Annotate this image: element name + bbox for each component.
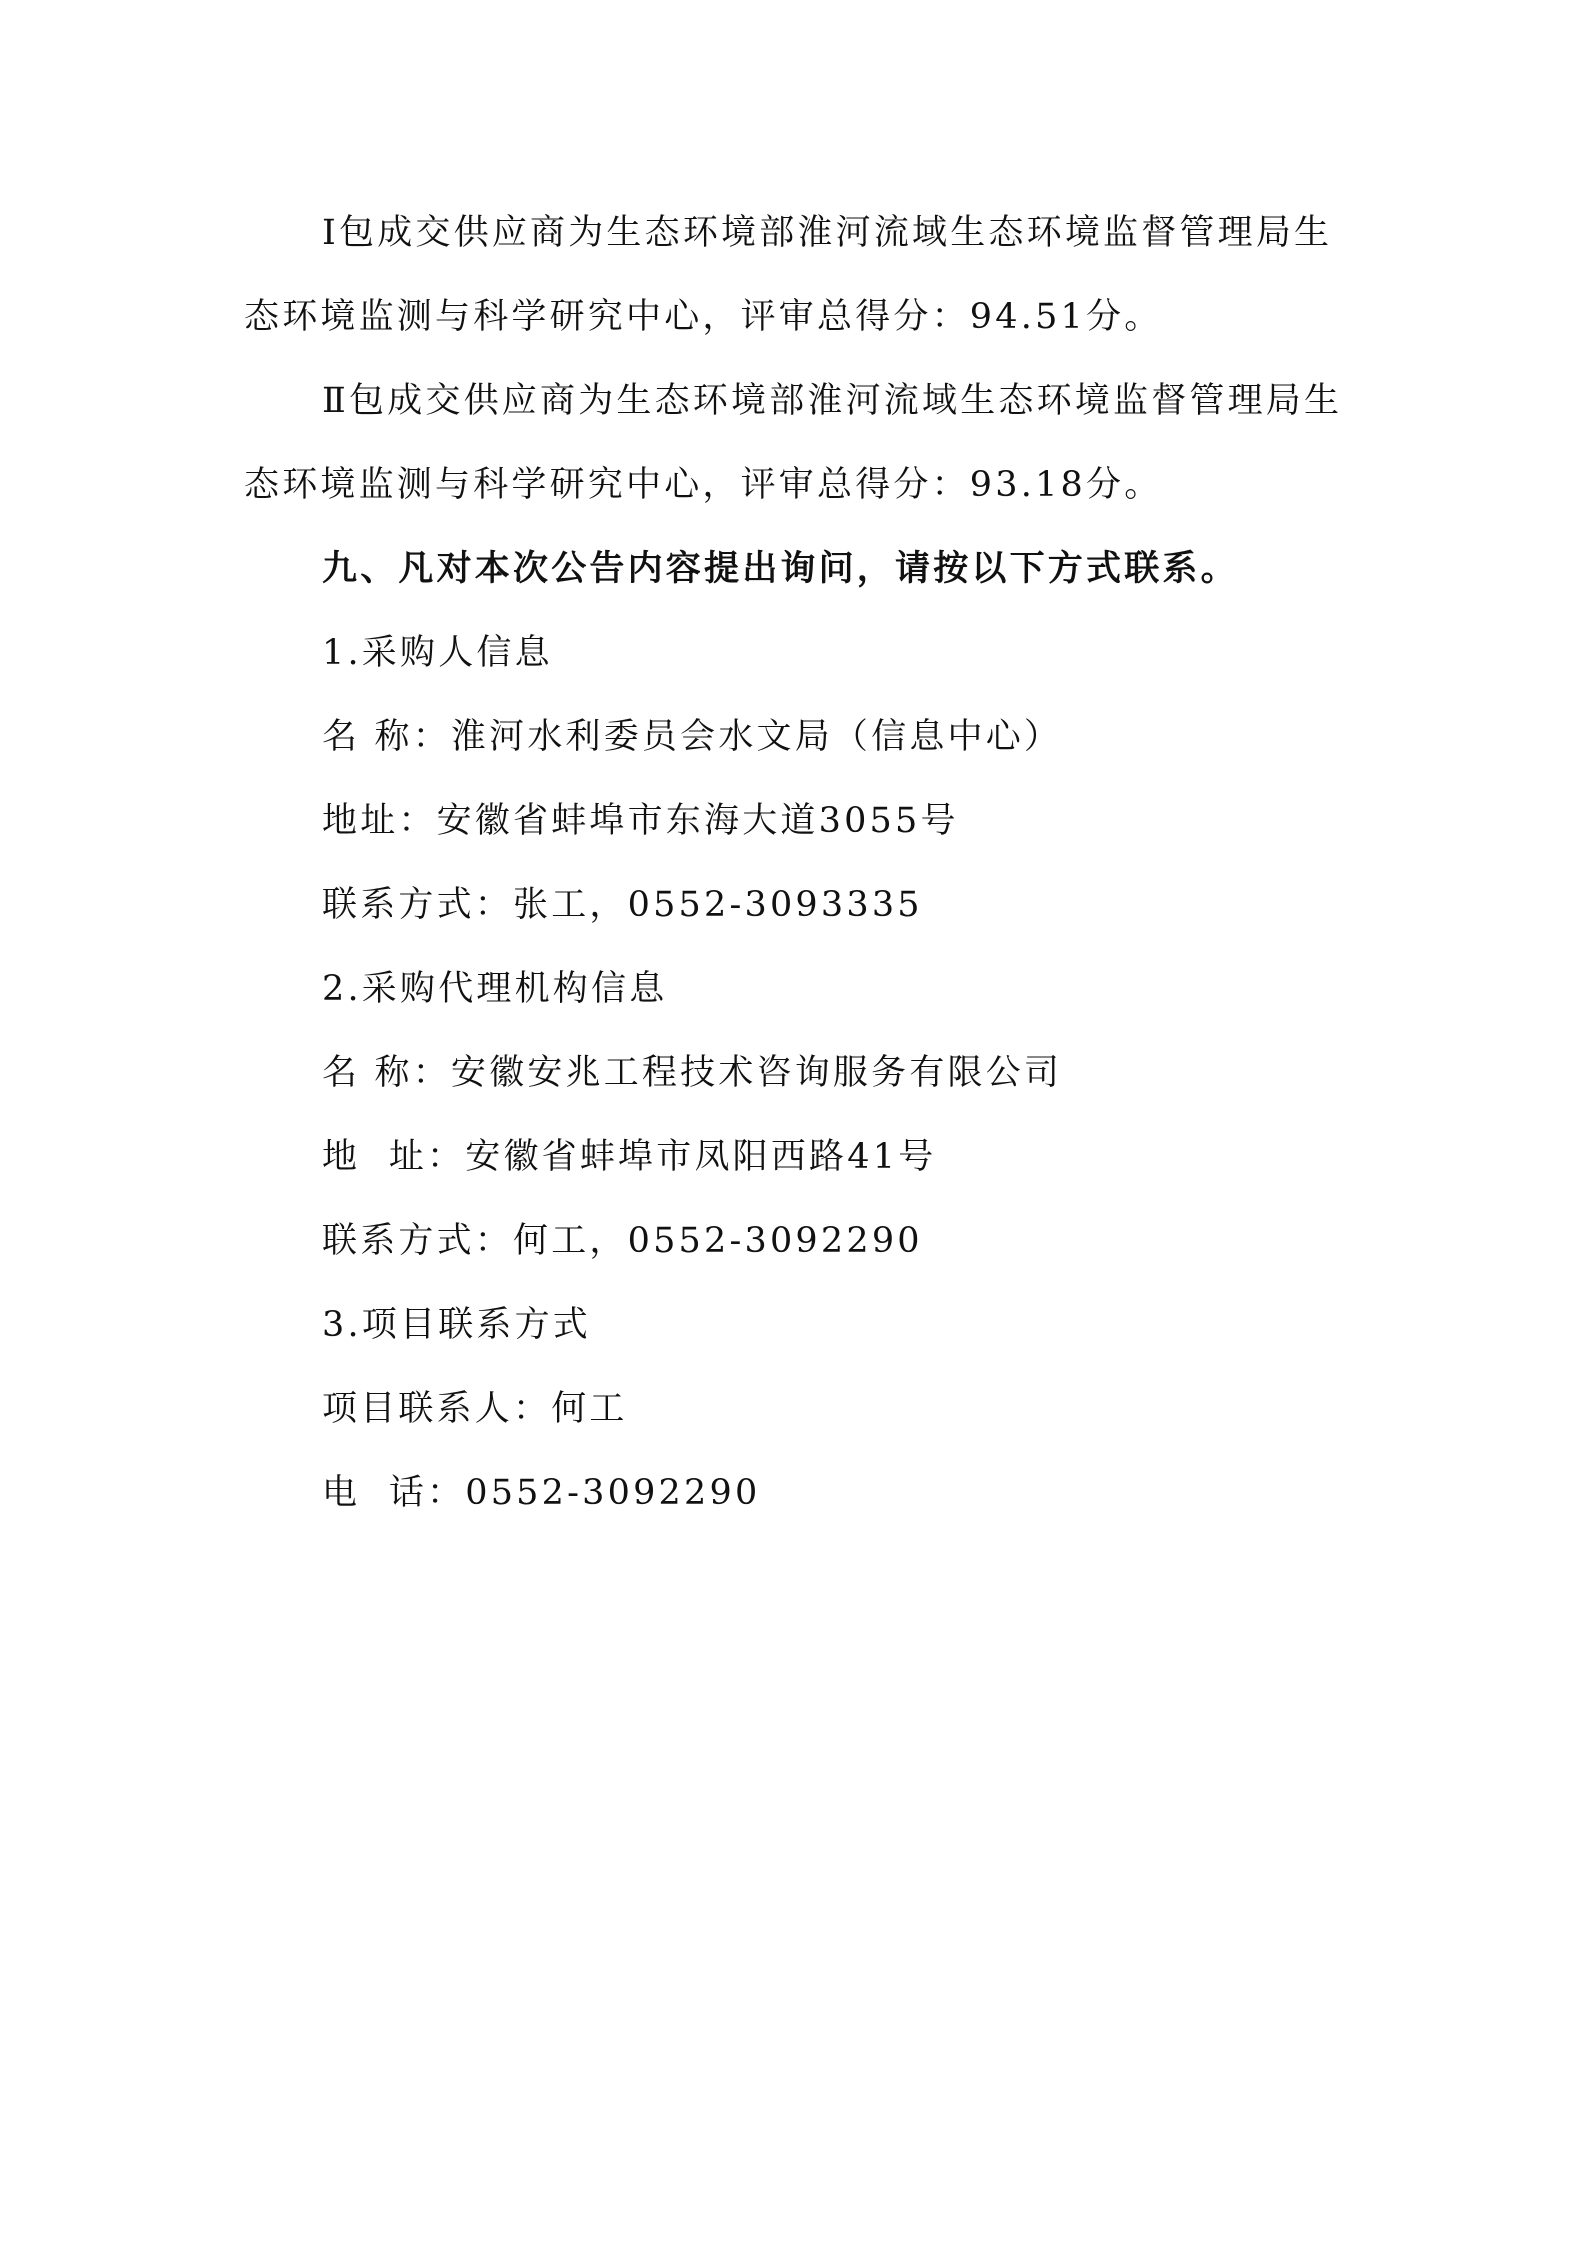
agency-contact: 联系方式：何工，0552-3092290: [322, 1221, 923, 1261]
project-contact-person: 项目联系人：何工: [322, 1389, 628, 1429]
project-title: 3.项目联系方式: [322, 1305, 591, 1345]
project-phone: 电 话：0552-3092290: [322, 1473, 761, 1513]
agency-title: 2.采购代理机构信息: [322, 969, 668, 1009]
purchaser-name: 名 称：淮河水利委员会水文局（信息中心）: [322, 717, 1063, 757]
purchaser-address: 地址：安徽省蚌埠市东海大道3055号: [322, 801, 959, 841]
lot1-result-line2: 态环境监测与科学研究中心，评审总得分：94.51分。: [244, 297, 1163, 337]
purchaser-contact: 联系方式：张工，0552-3093335: [322, 885, 923, 925]
agency-name: 名 称：安徽安兆工程技术咨询服务有限公司: [322, 1053, 1063, 1093]
lot2-result-line1: Ⅱ包成交供应商为生态环境部淮河流域生态环境监督管理局生: [322, 381, 1343, 421]
lot1-result-line1: Ⅰ包成交供应商为生态环境部淮河流域生态环境监督管理局生: [322, 213, 1333, 253]
purchaser-title: 1.采购人信息: [322, 633, 553, 673]
lot2-result-line2: 态环境监测与科学研究中心，评审总得分：93.18分。: [244, 465, 1163, 505]
agency-address: 地 址：安徽省蚌埠市凤阳西路41号: [322, 1137, 937, 1177]
section-nine-heading: 九、凡对本次公告内容提出询问，请按以下方式联系。: [322, 548, 1239, 589]
